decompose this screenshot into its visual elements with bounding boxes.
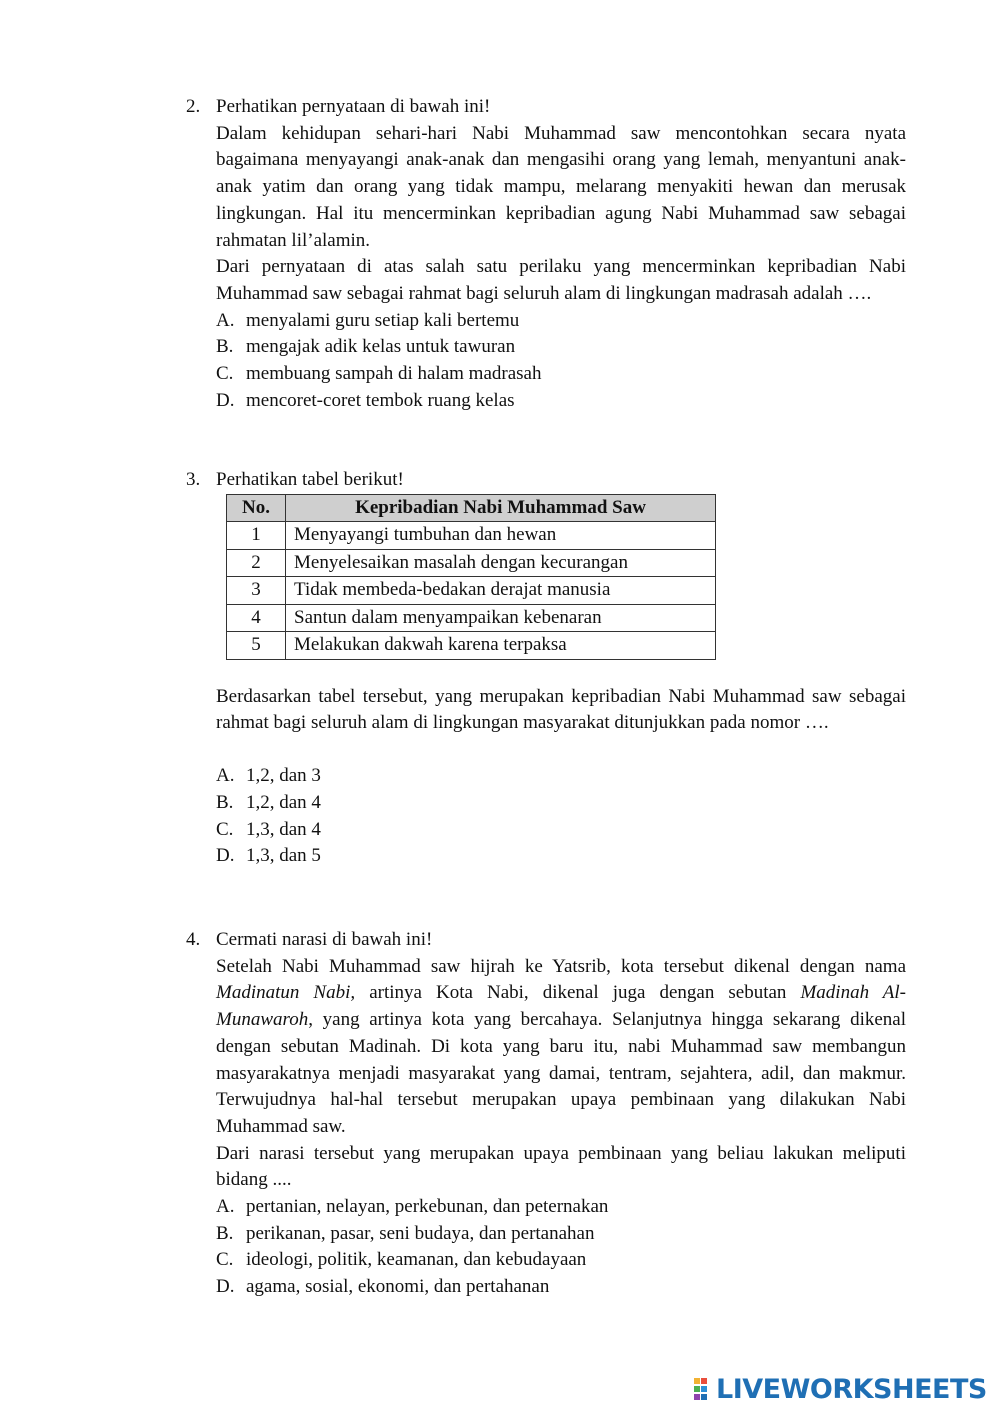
table-cell-text: Menyelesaikan masalah dengan kecurangan [286, 549, 716, 577]
table-row [227, 549, 716, 577]
term-madinah-al-munawaroh: Madinah Al-Munawaroh [216, 982, 907, 1031]
question-text: Berdasarkan tabel tersebut, yang merupakan kepribadian Nabi Muhammad saw sebagai rahmat bagi seluruh alam di lingkungan masyarakat ditunjukkan pada nomor …. [216, 685, 906, 734]
option-d[interactable]: D. agama, sosial, ekonomi, dan pertahanan [216, 1276, 550, 1298]
option-b[interactable]: B. 1,2, dan 4 [216, 791, 321, 813]
statement-paragraph: Dalam kehidupan sehari-hari Nabi Muhammad saw mencontohkan secara nyata bagaimana menyayangi anak-anak dan mengasihi orang yang lemah, menyantuni anak-anak yatim dan orang yang tidak mampu, melarang menyakiti hewan dan merusak lingkungan. Hal itu mencerminkan kepribadian agung Nabi Muhammad saw sebagai rahmatan lil’alamin. [216, 122, 906, 251]
option-d[interactable]: D. 1,3, dan 5 [216, 845, 321, 867]
table-header-row [227, 494, 716, 522]
table-cell-text: Tidak membeda-bedakan derajat manusia [286, 577, 716, 605]
question-intro: Cermati narasi di bawah ini! [216, 929, 433, 950]
table-cell-text: Menyayangi tumbuhan dan hewan [286, 522, 716, 550]
question-text: Dari pernyataan di atas salah satu perilaku yang mencerminkan kepribadian Nabi Muhammad saw sebagai rahmat bagi seluruh alam di lingkungan madrasah adalah …. [216, 256, 906, 304]
narrative-paragraph: Setelah Nabi Muhammad saw hijrah ke Yatsrib, kota tersebut dikenal dengan nama Madinatun Nabi, artinya Kota Nabi, dikenal juga dengan sebutan Madinah Al-Munawaroh, yang artinya kota yang bercahaya. Selanjutnya hingga sekarang dikenal dengan sebutan Madinah. Di kota yang baru itu, nabi Muhammad saw membangun masyarakatnya menjadi masyarakat yang damai, tentram, sejahtera, adil, dan makmur. Terwujudnya hal-hal tersebut merupakan upaya pembinaan yang dilakukan Nabi Muhammad saw. [216, 955, 907, 1137]
table-row [227, 522, 716, 550]
liveworksheets-logo-text: LIVEWORKSHEETS [716, 1373, 987, 1405]
option-b[interactable]: B. mengajak adik kelas untuk tawuran [216, 336, 516, 358]
table-header-no: No. [227, 494, 286, 522]
option-a[interactable]: A. 1,2, dan 3 [216, 765, 321, 787]
option-a[interactable]: A. menyalami guru setiap kali bertemu [216, 309, 520, 331]
personality-table [226, 494, 716, 660]
question-intro: Perhatikan tabel berikut! [216, 469, 404, 490]
question-number: 2. [186, 96, 201, 117]
question-4 [186, 927, 906, 1301]
question-number: 4. [186, 929, 201, 950]
term-madinatun-nabi: Madinatun Nabi, [216, 982, 356, 1004]
table-row [227, 604, 716, 632]
table-cell-text: Santun dalam menyampaikan kebenaran [286, 604, 716, 632]
question-text: Dari narasi tersebut yang merupakan upaya pembinaan yang beliau lakukan meliputi bidang .... [216, 1142, 906, 1191]
option-c[interactable]: C. 1,3, dan 4 [216, 818, 321, 840]
table-header-personality: Kepribadian Nabi Muhammad Saw [286, 494, 716, 522]
table-cell-no: 5 [227, 632, 286, 660]
table-cell-no: 4 [227, 604, 286, 632]
table-cell-text: Melakukan dakwah karena terpaksa [286, 632, 716, 660]
question-2 [186, 94, 906, 414]
option-a[interactable]: A. pertanian, nelayan, perkebunan, dan peternakan [216, 1196, 609, 1218]
liveworksheets-logo [694, 1374, 987, 1404]
option-d[interactable]: D. mencoret-coret tembok ruang kelas [216, 389, 515, 411]
question-3 [186, 467, 906, 870]
table-cell-no: 1 [227, 522, 286, 550]
table-row [227, 577, 716, 605]
question-number: 3. [186, 469, 201, 490]
table-cell-no: 2 [227, 549, 286, 577]
option-c[interactable]: C. membuang sampah di halam madrasah [216, 363, 542, 385]
liveworksheets-logo-icon [694, 1378, 714, 1400]
option-b[interactable]: B. perikanan, pasar, seni budaya, dan pertanahan [216, 1222, 595, 1244]
table-row [227, 632, 716, 660]
question-intro: Perhatikan pernyataan di bawah ini! [216, 96, 491, 117]
table-cell-no: 3 [227, 577, 286, 605]
option-c[interactable]: C. ideologi, politik, keamanan, dan kebudayaan [216, 1249, 587, 1271]
